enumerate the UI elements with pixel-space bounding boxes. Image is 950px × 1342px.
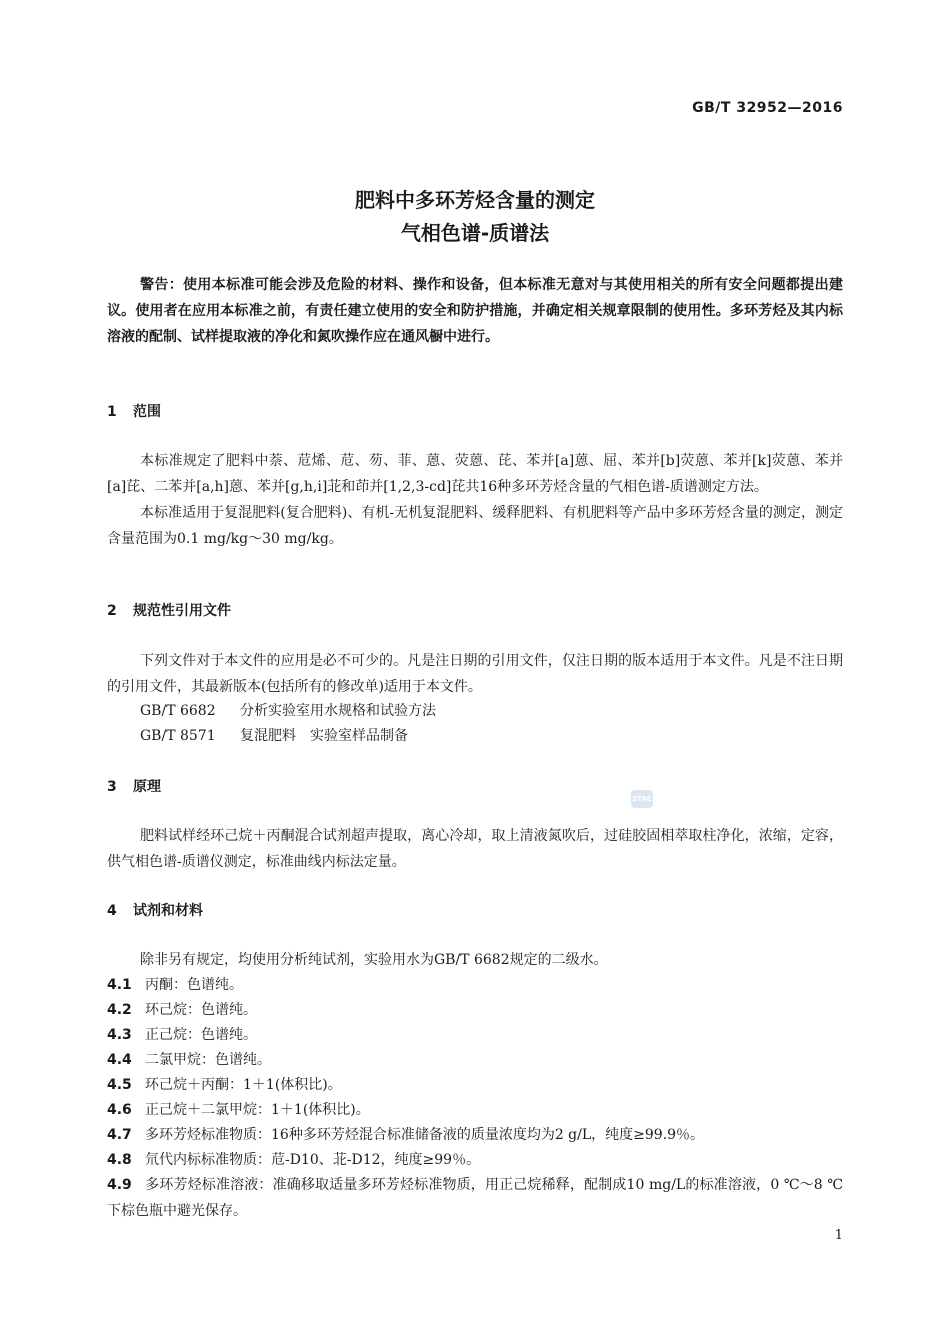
document-title: 肥料中多环芳烃含量的测定 [355,188,595,212]
item-text: 多环芳烃标准溶液：准确移取适量多环芳烃标准物质，用正己烷稀释，配制成10 mg/L的标准溶液，0 ℃～8 ℃下棕色瓶中避光保存。 [107,1177,843,1219]
page-number: 1 [834,1228,843,1243]
list-item [107,1072,843,1098]
section-number: 2 [107,603,117,619]
section-number: 4 [107,903,117,919]
list-item [107,1172,843,1224]
item-number: 4.9 [107,1177,132,1193]
item-number: 4.3 [107,1027,132,1043]
list-item [107,997,843,1023]
paragraph: 本标准适用于复混肥料(复合肥料)、有机-无机复混肥料、缓释肥料、有机肥料等产品中多环芳烃含量的测定，测定含量范围为0.1 mg/kg～30 mg/kg。 [107,505,843,547]
reference-title: 复混肥料 实验室样品制备 [240,728,408,744]
item-number: 4.1 [107,977,132,993]
item-text: 二氯甲烷：色谱纯。 [145,1052,271,1068]
list-item [107,1122,843,1148]
item-number: 4.5 [107,1077,132,1093]
section-4-body [107,947,843,973]
paragraph: 除非另有规定，均使用分析纯试剂，实验用水为GB/T 6682规定的二级水。 [140,952,608,968]
item-number: 4.7 [107,1127,132,1143]
item-text: 多环芳烃标准物质：16种多环芳烃混合标准储备液的质量浓度均为2 g/L，纯度≥99.9％。 [145,1127,705,1143]
section-heading-1 [107,401,161,421]
standard-number: GB/T 32952—2016 [692,100,843,116]
section-2-body [107,648,843,700]
section-number: 3 [107,779,117,795]
section-title: 试剂和材料 [133,903,203,919]
section-title: 范围 [133,404,161,420]
list-item [107,1047,843,1073]
document-subtitle: 气相色谱-质谱法 [400,221,550,245]
item-text: 正己烷：色谱纯。 [145,1027,257,1043]
item-text: 环己烷：色谱纯。 [145,1002,257,1018]
section-heading-2 [107,600,231,620]
paragraph: 下列文件对于本文件的应用是必不可少的。凡是注日期的引用文件，仅注日期的版本适用于本文件。凡是不注日期的引用文件，其最新版本(包括所有的修改单)适用于本文件。 [107,653,843,695]
section-heading-4 [107,900,203,920]
watermark-logo: STAC [631,790,653,808]
list-item [107,972,843,998]
item-text: 氘代内标标准物质：苊-D10、苝-D12，纯度≥99％。 [145,1152,481,1168]
item-text: 环己烷＋丙酮：1＋1(体积比)。 [145,1077,342,1093]
item-number: 4.2 [107,1002,132,1018]
section-heading-3 [107,776,161,796]
reference-item [140,700,436,720]
section-title: 原理 [133,779,161,795]
item-text: 正己烷＋二氯甲烷：1＋1(体积比)。 [145,1102,370,1118]
warning-notice [107,272,843,350]
reference-title: 分析实验室用水规格和试验方法 [240,703,436,719]
item-text: 丙酮：色谱纯。 [145,977,243,993]
paragraph: 本标准规定了肥料中萘、苊烯、苊、芴、菲、蒽、荧蒽、芘、苯并[a]蒽、屈、苯并[b]荧蒽、苯并[k]荧蒽、苯并[a]芘、二苯并[a,h]蒽、苯并[g,h,i]苝和茚并[1,2,3-cd]芘共16种多环芳烃含量的气相色谱-质谱测定方法。 [107,453,843,495]
list-item [107,1097,843,1123]
item-number: 4.8 [107,1152,132,1168]
section-number: 1 [107,404,117,420]
reference-code: GB/T 8571 [140,728,216,744]
item-number: 4.6 [107,1102,132,1118]
section-1-body [107,448,843,552]
reference-item [140,725,408,745]
paragraph: 肥料试样经环己烷＋丙酮混合试剂超声提取，离心冷却，取上清液氮吹后，过硅胶固相萃取柱净化，浓缩，定容，供气相色谱-质谱仪测定，标准曲线内标法定量。 [107,828,843,870]
list-item [107,1147,843,1173]
list-item [107,1022,843,1048]
section-title: 规范性引用文件 [133,603,231,619]
warning-text: 警告：使用本标准可能会涉及危险的材料、操作和设备，但本标准无意对与其使用相关的所有安全问题都提出建议。使用者在应用本标准之前，有责任建立使用的安全和防护措施，并确定相关规章限制的使用性。多环芳烃及其内标溶液的配制、试样提取液的净化和氮吹操作应在通风橱中进行。 [107,277,843,345]
section-3-body [107,823,843,875]
reference-code: GB/T 6682 [140,703,216,719]
item-number: 4.4 [107,1052,132,1068]
